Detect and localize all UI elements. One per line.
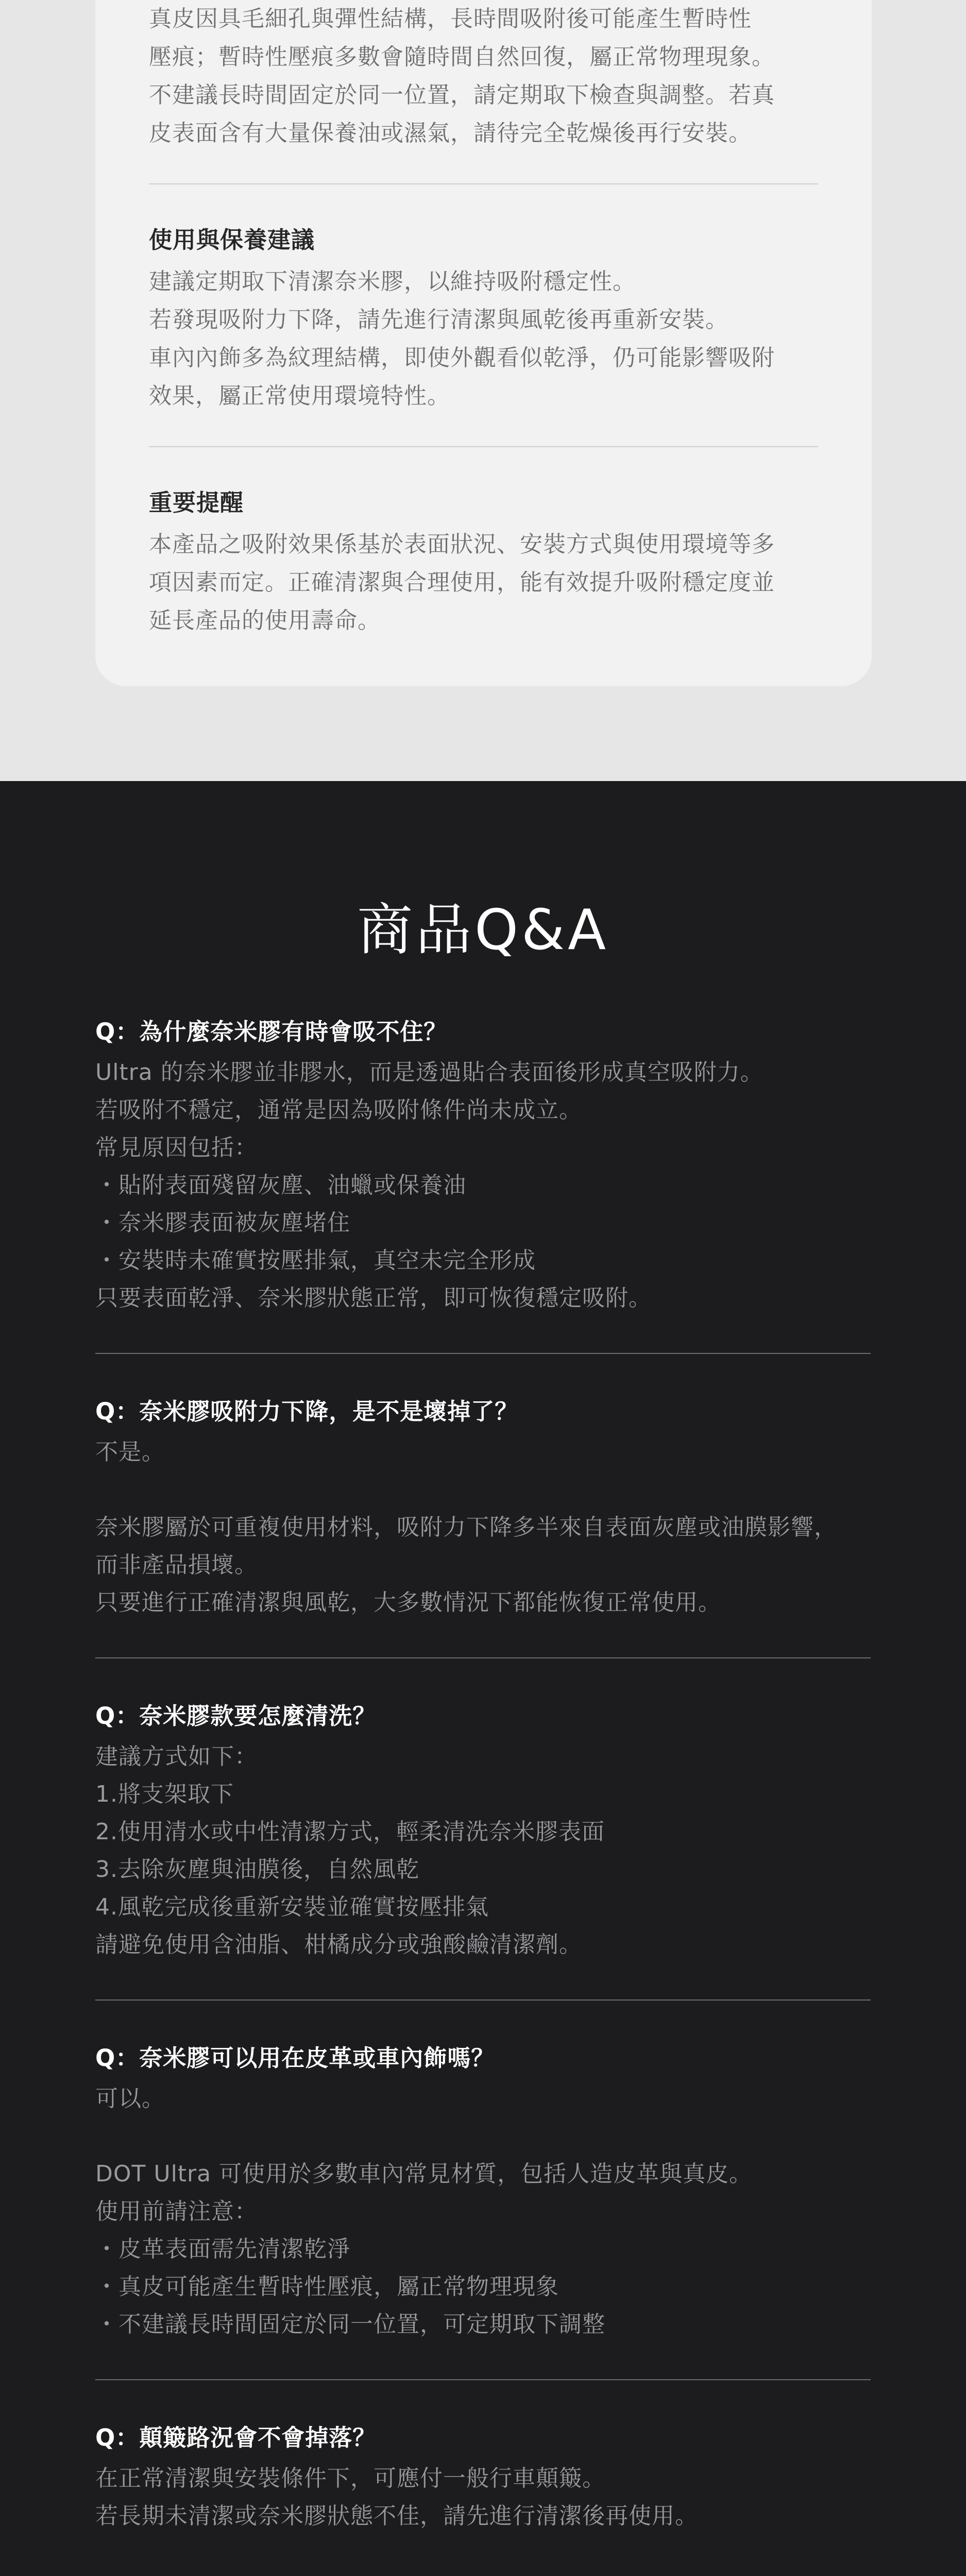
qa-title: 商品Q&A <box>357 898 609 962</box>
qa-answer-line: ・皮革表面需先清潔乾淨 <box>95 2236 350 2262</box>
qa-answer-line: ・貼附表面殘留灰塵、油蠟或保養油 <box>95 1172 466 1198</box>
care-line: 真皮因具毛細孔與彈性結構，長時間吸附後可能產生暫時性 <box>149 6 752 32</box>
care-line: 不建議長時間固定於同一位置，請定期取下檢查與調整。若真 <box>149 82 775 108</box>
qa-answer-line: ・奈米膠表面被灰塵堵住 <box>95 1210 350 1236</box>
qa-answer-line: 而非產品損壞。 <box>95 1552 258 1578</box>
qa-answer-line: 可以。 <box>95 2086 165 2112</box>
qa-answer-line: 常見原因包括： <box>95 1134 258 1161</box>
care-section <box>0 0 966 781</box>
qa-answer-line: 若吸附不穩定，通常是因為吸附條件尚未成立。 <box>95 1097 582 1123</box>
care-line: 效果，屬正常使用環境特性。 <box>149 383 450 409</box>
qa-question: Q：為什麼奈米膠有時會吸不住？ <box>95 1018 448 1045</box>
care-block-maintenance <box>149 225 818 415</box>
care-line: 延長產品的使用壽命。 <box>149 607 381 634</box>
qa-answer-line: 4.風乾完成後重新安裝並確實按壓排氣 <box>95 1894 489 1920</box>
qa-answer-spacer <box>95 1471 871 1509</box>
qa-answer-line: 奈米膠屬於可重複使用材料，吸附力下降多半來自表面灰塵或油膜影響， <box>95 1514 837 1540</box>
qa-answer-line: 建議方式如下： <box>95 1743 258 1770</box>
care-line: 壓痕；暫時性壓痕多數會隨時間自然回復，屬正常物理現象。 <box>149 44 775 70</box>
qa-answer-spacer <box>95 2117 871 2155</box>
care-content <box>149 0 818 640</box>
qa-answer-line: 請避免使用含油脂、柑橘成分或強酸鹼清潔劑。 <box>95 1931 582 1958</box>
divider <box>149 183 818 184</box>
care-line: 建議定期取下清潔奈米膠，以維持吸附穩定性。 <box>149 268 636 295</box>
qa-question: Q：奈米膠吸附力下降，是不是壞掉了？ <box>95 1398 519 1425</box>
care-line: 項因素而定。正確清潔與合理使用，能有效提升吸附穩定度並 <box>149 569 775 596</box>
divider <box>95 1657 871 1658</box>
care-line: 皮表面含有大量保養油或濕氣，請待完全乾燥後再行安裝。 <box>149 120 752 146</box>
qa-answer-line: 使用前請注意： <box>95 2198 258 2225</box>
divider <box>95 1353 871 1354</box>
qa-item <box>95 1395 871 1621</box>
qa-item <box>95 2042 871 2343</box>
care-line: 本產品之吸附效果係基於表面狀況、安裝方式與使用環境等多 <box>149 531 775 557</box>
care-info-card <box>95 0 872 686</box>
qa-answer-line: 只要表面乾淨、奈米膠狀態正常，即可恢復穩定吸附。 <box>95 1285 652 1311</box>
qa-question: Q：奈米膠可以用在皮革或車內飾嗎？ <box>95 2044 495 2072</box>
qa-section <box>0 781 966 2576</box>
care-block-leather <box>149 0 818 152</box>
qa-answer-line: 2.使用清水或中性清潔方式，輕柔清洗奈米膠表面 <box>95 1819 605 1845</box>
qa-question: Q：奈米膠款要怎麼清洗？ <box>95 1702 377 1730</box>
qa-item <box>95 1015 871 1317</box>
care-line: 車內內飾多為紋理結構，即使外觀看似乾淨，仍可能影響吸附 <box>149 345 775 371</box>
care-line: 若發現吸附力下降，請先進行清潔與風乾後再重新安裝。 <box>149 307 728 333</box>
divider <box>149 446 818 447</box>
divider <box>95 2379 871 2380</box>
care-block-title: 重要提醒 <box>149 489 244 516</box>
qa-answer-line: ・不建議長時間固定於同一位置，可定期取下調整 <box>95 2311 605 2337</box>
qa-item <box>95 1700 871 1963</box>
qa-answer-line: ・安裝時未確實按壓排氣，真空未完全形成 <box>95 1247 536 1274</box>
qa-answer-line: Ultra 的奈米膠並非膠水，而是透過貼合表面後形成真空吸附力。 <box>95 1059 764 1086</box>
qa-answer-line: 只要進行正確清潔與風乾，大多數情況下都能恢復正常使用。 <box>95 1589 721 1616</box>
divider <box>95 1999 871 2001</box>
qa-answer-line: 在正常清潔與安裝條件下，可應付一般行車顛簸。 <box>95 2465 605 2492</box>
qa-answer-line: 不是。 <box>95 1439 165 1465</box>
qa-answer-line: 3.去除灰塵與油膜後，自然風乾 <box>95 1856 419 1883</box>
qa-answer-line: ・真皮可能產生暫時性壓痕，屬正常物理現象 <box>95 2274 559 2300</box>
qa-list <box>95 1015 871 2535</box>
care-block-reminder <box>149 487 818 640</box>
qa-question: Q：顛簸路況會不會掉落？ <box>95 2424 377 2451</box>
qa-answer-line: DOT Ultra 可使用於多數車內常見材質，包括人造皮革與真皮。 <box>95 2161 753 2187</box>
qa-answer-line: 若長期未清潔或奈米膠狀態不佳，請先進行清潔後再使用。 <box>95 2503 698 2529</box>
qa-answer-line: 1.將支架取下 <box>95 1781 234 1807</box>
care-block-title: 使用與保養建議 <box>149 226 315 253</box>
qa-item <box>95 2421 871 2535</box>
